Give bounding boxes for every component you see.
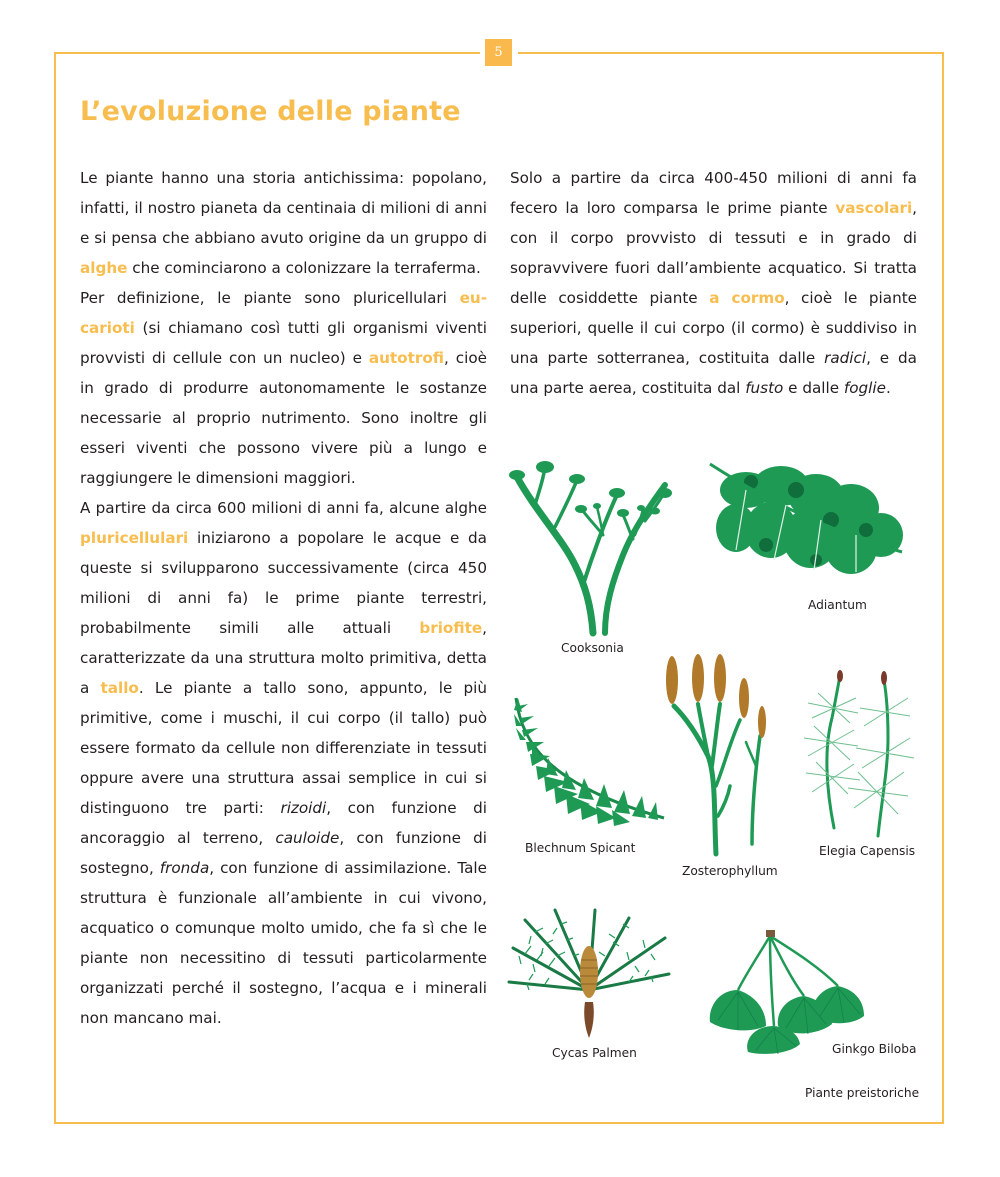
text: Per definizione, le piante sono pluricellulari xyxy=(80,289,460,307)
term-fronda: fronda xyxy=(159,859,210,877)
paragraph-vascular xyxy=(510,163,917,403)
zosterophyllum-illustration xyxy=(660,656,775,856)
text: e dalle xyxy=(783,379,844,397)
keyword-tallo: tallo xyxy=(100,679,139,697)
term-rizoidi: rizoidi xyxy=(280,799,327,817)
text: iniziarono a popolare le acque e da queste si svilupparono successivamente (circa 450 milioni di anni fa) le prime piante terrestri, probabilmente simili alle attuali xyxy=(80,529,487,637)
text: . Le piante a tallo sono, appunto, le più primitive, come i muschi, il cui corpo (il tallo) può essere formato da cellule non differenziate in tessuti oppure avere una struttura assai semplice in cui si distinguono tre parti: xyxy=(80,679,487,817)
adiantum-illustration xyxy=(706,460,906,585)
ginkgo-illustration xyxy=(708,930,873,1055)
keyword-pluricellulari: pluricellulari xyxy=(80,529,189,547)
caption-blechnum: Blechnum Spicant xyxy=(525,841,636,855)
text: , caratterizzate da una struttura molto primitiva, detta a xyxy=(80,619,487,697)
text: . xyxy=(885,379,891,397)
text: , cioè in grado di produrre autonomamente le sostanze necessarie al proprio nutrimento. Sono inoltre gli esseri viventi che possono vivere più a lungo e raggiungere le dimensioni maggiori. xyxy=(80,349,487,487)
keyword-alghe: alghe xyxy=(80,259,128,277)
page-title: L’evoluzione delle piante xyxy=(80,96,461,127)
paragraph-origin xyxy=(80,163,487,283)
text: , con il corpo provvisto di tessuti e in grado di sopravvivere fuori dall’ambiente acquatico. Si tratta delle cosiddette piante xyxy=(510,199,917,307)
right-column xyxy=(510,163,917,403)
paragraph-history xyxy=(80,493,487,1033)
keyword-vascolari: vascolari xyxy=(835,199,913,217)
text: , con funzione di sostegno, xyxy=(80,829,487,877)
figure-caption: Piante preistoriche xyxy=(805,1086,920,1100)
term-cauloide: cauloide xyxy=(275,829,340,847)
caption-elegia: Elegia Capensis xyxy=(819,844,916,858)
term-foglie: foglie xyxy=(843,379,886,397)
text: , e da una parte aerea, costituita dal xyxy=(510,349,917,397)
caption-cycas: Cycas Palmen xyxy=(552,1046,637,1060)
text: Le piante hanno una storia antichissima: popolano, infatti, il nostro pianeta da centinaia di milioni di anni e si pensa che abbiano avuto origine da un gruppo di xyxy=(80,169,487,247)
caption-adiantum: Adiantum xyxy=(808,598,867,612)
cycas-illustration xyxy=(505,910,673,1040)
text: A partire da circa 600 milioni di anni fa, alcune alghe xyxy=(80,499,487,517)
term-radici: radici xyxy=(824,349,867,367)
keyword-eucarioti: eucarioti xyxy=(80,289,487,337)
term-fusto: fusto xyxy=(745,379,784,397)
caption-zosterophyllum: Zosterophyllum xyxy=(682,864,778,878)
text: , cioè le piante superiori, quelle il cui corpo (il cormo) è suddiviso in una parte sotterranea, costituita dalle xyxy=(510,289,917,367)
left-column xyxy=(80,163,487,1033)
cooksonia-illustration xyxy=(505,455,675,635)
keyword-briofite: briofite xyxy=(419,619,483,637)
text: (si chiamano così tutti gli organismi viventi provvisti di cellule con un nucleo) e xyxy=(80,319,487,367)
blechnum-illustration xyxy=(512,696,667,831)
elegia-illustration xyxy=(798,668,918,838)
caption-cooksonia: Cooksonia xyxy=(561,641,624,655)
text: che cominciarono a colonizzare la terraferma. xyxy=(127,259,481,277)
paragraph-definition xyxy=(80,283,487,493)
keyword-a-cormo: a cormo xyxy=(709,289,785,307)
text: , con funzione di ancoraggio al terreno, xyxy=(80,799,487,847)
text: , con funzione di assimilazione. Tale struttura è funzionale all’ambiente in cui vivono, acquatico o comunque molto umido, che fa sì che le piante non necessitino di tessuti particolarmente organizzati perché il sostegno, l’acqua e i minerali non mancano mai. xyxy=(80,859,487,1027)
page-number: 5 xyxy=(485,39,512,66)
keyword-autotrofi: autotrofi xyxy=(368,349,445,367)
caption-ginkgo: Ginkgo Biloba xyxy=(832,1042,917,1056)
text: Solo a partire da circa 400-450 milioni di anni fa fecero la loro comparsa le prime piante xyxy=(510,169,917,217)
